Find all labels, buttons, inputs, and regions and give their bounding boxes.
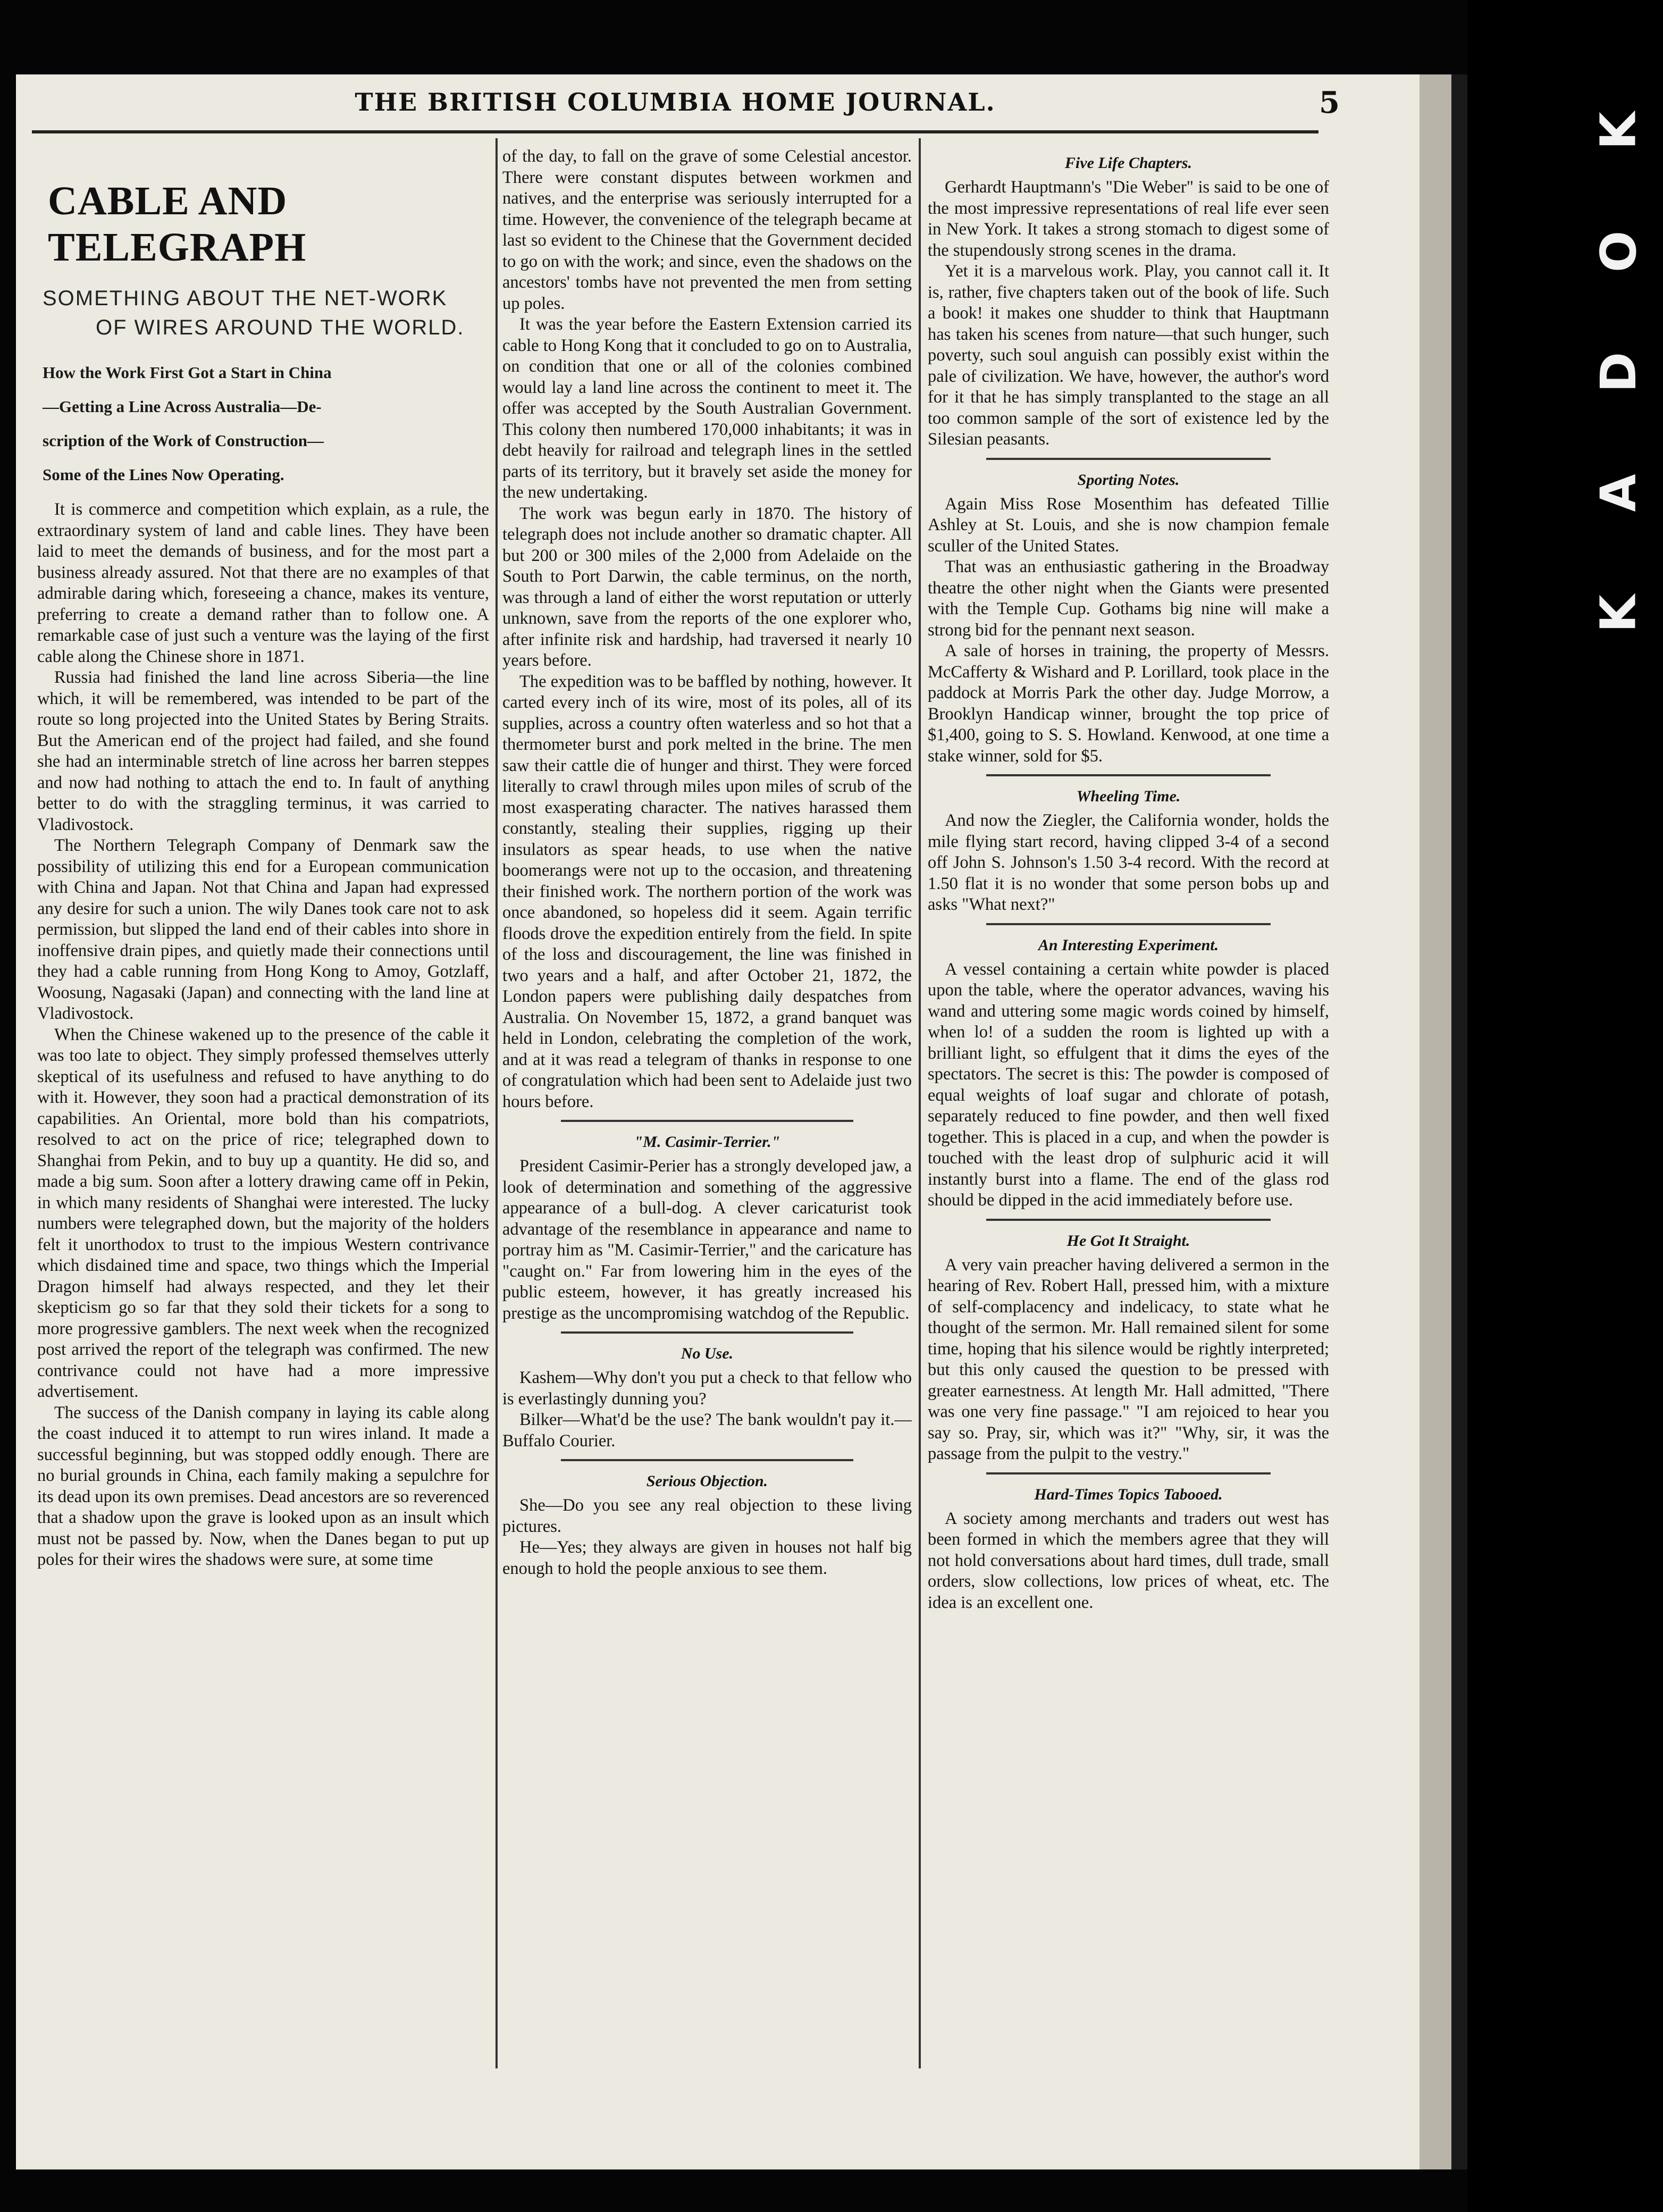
paragraph: When the Chinese wakened up to the presence of the cable it was too late to object. They simply professed themselves utterly skeptical of its usefulness and refused to have anything to do with it. However, they soon had a practical demonstration of its capabilities. An Oriental, more bold than his compatriots, resolved to act on the price of rice; telegraphed down to Shanghai from Pekin, and to buy up a quantity. He did so, and made a big sum. Soon after a lottery drawing came off in Pekin, in which many residents of Shanghai were interested. The lucky numbers were telegraphed down, but the majority of the holders felt it unorthodox to trust to the impious Western contrivance which disdained time and space, two things which the Imperial Dragon himself had always respected, and they let their skepticism go so far that they sold their tickets for a song to more progressive gamblers. The next week when the recognized post arrived the report of the telegraph was confirmed. The new contrivance could not have had a more impressive advertisement.	[37, 1025, 489, 1401]
paragraph: The work was begun early in 1870. The history of telegraph does not include another so dramatic chapter. All but 200 or 300 miles of the 2,000 from Adelaide on the South to Port Darwin, the cable terminus, on the north, was through a land of either the worst reputation or utterly unknown, save from the reports of the one explorer who, after infinite risk and hardship, had traversed it nearly 10 years before.	[502, 504, 912, 670]
column-2	[502, 146, 912, 2092]
paragraph: A sale of horses in training, the property of Messrs. McCafferty & Wishard and P. Lorillard, took place in the paddock at Morris Park the other day. Judge Morrow, a Brooklyn Handicap winner, brought the top price of $1,400, going to S. S. Howland. Kenwood, at one time a stake winner, sold for $5.	[928, 641, 1329, 766]
page-number: 5	[1319, 85, 1340, 120]
deck-line: —Getting a Line Across Australia—De-	[43, 397, 322, 416]
article-title: CABLE AND TELEGRAPH	[48, 179, 307, 270]
section-heading: Serious Objection.	[646, 1472, 768, 1490]
page-edge	[1420, 74, 1451, 2169]
paragraph: A very vain preacher having delivered a sermon in the hearing of Rev. Robert Hall, pressed him, with a mixture of self-complacency and indelicacy, to state what he thought of the sermon. Mr. Hall remained silent for some time, hoping that his silence would be rightly interpreted; but this only caused the question to be pressed with greater earnestness. At length Mr. Hall admitted, "There was one very fine passage." "I am rejoiced to hear you say so. Pray, sir, which was it?" "Why, sir, it was the passage from the pulpit to the vestry."	[928, 1255, 1329, 1463]
section-divider	[561, 1331, 853, 1334]
film-letter: O	[1590, 230, 1647, 273]
film-letter: K	[1590, 594, 1647, 633]
paragraph: The Northern Telegraph Company of Denmark saw the possibility of utilizing this end for a European communication with China and Japan. Not that China and Japan had expressed any desire for such a union. The wily Danes took care not to ask permission, but slipped the land end of their cables into shore in inoffensive drain pipes, and quietly made their connections until they had a cable running from Hong Kong to Amoy, Gotzlaff, Woosung, Nagasaki (Japan) and connecting with the land line at Vladivostock.	[37, 836, 489, 1023]
section-heading: "M. Casimir-Terrier."	[634, 1133, 780, 1151]
article-subtitle: SOMETHING ABOUT THE NET-WORK	[43, 287, 448, 310]
paragraph: She—Do you see any real objection to these living pictures.	[502, 1496, 912, 1536]
paragraph: The expedition was to be baffled by nothing, however. It carted every inch of its wire, most of its poles, all of its supplies, across a country often waterless and so hot that a thermometer burst and pork melted in the brine. The men saw their cattle die of hunger and thirst. They were forced literally to crawl through miles upon miles of scrub of the most exasperating character. The natives harassed them constantly, stealing their supplies, rigging up their insulators as spear heads, to use when the native boomerangs were not up to the occasion, and threatening their finished work. The northern portion of the work was once abandoned, so hopeless did it seem. Again terrific floods drove the expedition entirely from the field. In spite of the loss and discouragement, the line was finished in two years and a half, and after October 21, 1872, the London papers were publishing daily despatches from Australia. On November 15, 1872, a grand banquet was held in London, celebrating the completion of the work, and at it was read a telegram of thanks in response to one of congratulation which had been sent to Adelaide just two hours before.	[502, 672, 912, 1111]
page-shadow	[1451, 74, 1467, 2169]
header-rule	[32, 130, 1318, 133]
paragraph: He—Yes; they always are given in houses not half big enough to hold the people anxious to see them.	[502, 1538, 912, 1578]
paragraph: It was the year before the Eastern Extension carried its cable to Hong Kong that it concluded to go on to Australia, on condition that one or all of the colonies combined would lay a land line across the continent to meet it. The offer was accepted by the South Australian Government. This colony then numbered 170,000 inhabitants; it was in debt heavily for railroad and telegraph lines in the settled parts of its territory, but it bravely set aside the money for the new undertaking.	[502, 315, 912, 502]
section-heading: Sporting Notes.	[1077, 471, 1180, 489]
paragraph: President Casimir-Perier has a strongly developed jaw, a look of determination and something of the aggressive appearance of a bull-dog. A clever caricaturist took advantage of the resemblance in appearance and name to portray him as "M. Casimir-Terrier," and the caricature has "caught on." Far from lowering him in the eyes of the public esteem, however, it has greatly increased his prestige as the uncompromising watchdog of the Republic.	[502, 1157, 912, 1323]
paragraph: The success of the Danish company in laying its cable along the coast induced it to attempt to run wires inland. It made a successful beginning, but was stopped oddly enough. There are no burial grounds in China, each family making a sepulchre for its dead upon its own premises. Dead ancestors are so reverenced that a shadow upon the grave is looked upon as an insult which must not be passed by. Now, when the Danes began to put up poles for their wires the shadows were sure, at some time	[37, 1403, 489, 1569]
article-deck	[43, 356, 489, 492]
section-heading: Wheeling Time.	[1076, 787, 1181, 805]
section-heading: No Use.	[681, 1345, 734, 1362]
section-heading: An Interesting Experiment.	[1038, 936, 1219, 954]
paragraph: A society among merchants and traders out west has been formed in which the members agree that they will not hold conversations about hard times, dull trade, small orders, slow collections, low prices of wheat, etc. The idea is an excellent one.	[928, 1509, 1329, 1612]
column-3	[928, 146, 1329, 2092]
film-letter: A	[1590, 474, 1647, 512]
paragraph: Bilker—What'd be the use? The bank wouldn't pay it.—Buffalo Courier.	[502, 1410, 912, 1451]
deck-line: Some of the Lines Now Operating.	[43, 465, 284, 484]
paragraph: of the day, to fall on the grave of some Celestial ancestor. There were constant disputes between workmen and natives, and the enterprise was seriously interrupted for a time. However, the convenience of the telegraph became at last so evident to the Chinese that the Government decided to go on with the work; and since, even the shadows on the ancestors' tombs have not prevented the men from setting up poles.	[502, 147, 912, 313]
film-letter: D	[1590, 351, 1647, 393]
paragraph: Russia had finished the land line across Siberia—the line which, it will be remembered, was intended to be part of the route so long projected into the United States by Bering Straits. But the American end of the project had failed, and she found she had an interminable stretch of line across her barren steppes and now had nothing to attach the end to. In fault of anything better to do with the straggling terminus, it was carried to Vladivostock.	[37, 668, 489, 834]
section-divider	[561, 1120, 853, 1122]
column-rule	[919, 138, 921, 2068]
section-divider	[561, 1459, 853, 1461]
section-divider	[986, 1472, 1271, 1474]
article-subtitle: OF WIRES AROUND THE WORLD.	[96, 316, 465, 339]
paragraph: Again Miss Rose Mosenthim has defeated Tillie Ashley at St. Louis, and she is now champion female sculler of the United States.	[928, 494, 1329, 556]
paragraph: It is commerce and competition which explain, as a rule, the extraordinary system of land and cable lines. They have been laid to meet the demands of business, and for the most part a business already assured. Not that there are no examples of that admirable daring which, foreseeing a chance, makes its venture, preferring to create a demand rather than to follow one. A remarkable case of just such a venture was the laying of the first cable along the Chinese shore in 1871.	[37, 500, 489, 666]
section-divider	[986, 774, 1271, 776]
section-divider	[986, 1219, 1271, 1221]
section-heading: Five Life Chapters.	[1064, 154, 1192, 172]
paragraph: Gerhardt Hauptmann's "Die Weber" is said to be one of the most impressive representations of real life ever seen in New York. It takes a strong stomach to digest some of the stupendously strong scenes in the drama.	[928, 178, 1329, 260]
journal-title: THE BRITISH COLUMBIA HOME JOURNAL.	[355, 88, 996, 116]
film-letter: K	[1590, 112, 1647, 150]
masthead	[32, 85, 1340, 125]
paragraph: And now the Ziegler, the California wonder, holds the mile flying start record, having clipped 3-4 of a second off John S. Johnson's 1.50 3-4 record. With the record at 1.50 flat it is no wonder that some person bobs up and asks "What next?"	[928, 811, 1329, 914]
paragraph: A vessel containing a certain white powder is placed upon the table, where the operator advances, waving his wand and uttering some magic words coined by himself, when lo! of a sudden the room is lighted up with a brilliant light, so effulgent that it dims the eyes of the spectators. The secret is this: The powder is composed of equal weights of loaf sugar and chlorate of potash, separately reduced to fine powder, and then well fixed together. This is placed in a cup, and when the powder is touched with the least drop of sulphuric acid it will instantly burst into a flame. The end of the glass rod should be dipped in the acid immediately before use.	[928, 959, 1329, 1210]
deck-line: scription of the Work of Construction—	[43, 431, 324, 450]
section-divider	[986, 458, 1271, 460]
paragraph: That was an enthusiastic gathering in the Broadway theatre the other night when the Giants were presented with the Temple Cup. Gothams big nine will make a strong bid for the pennant next season.	[928, 557, 1329, 640]
column-1	[37, 146, 489, 2092]
column-rule	[495, 138, 498, 2068]
section-heading: He Got It Straight.	[1066, 1231, 1190, 1250]
kodak-edge-marking	[1590, 106, 1648, 638]
paragraph: Yet it is a marvelous work. Play, you cannot call it. It is, rather, five chapters taken out of the book of life. Such a book! it makes one shudder to think that Hauptmann has taken his scenes from nature—that such hunger, such poverty, such soul anguish can possibly exist within the pale of civilization. We have, however, the author's word for it that he has simply transplanted to the stage an all too common sample of the sort of existence led by the Silesian peasants.	[928, 262, 1329, 449]
paragraph: Kashem—Why don't you put a check to that fellow who is everlastingly dunning you?	[502, 1368, 912, 1409]
deck-line: How the Work First Got a Start in China	[43, 363, 332, 382]
section-heading: Hard-Times Topics Tabooed.	[1034, 1485, 1223, 1503]
section-divider	[986, 923, 1271, 925]
